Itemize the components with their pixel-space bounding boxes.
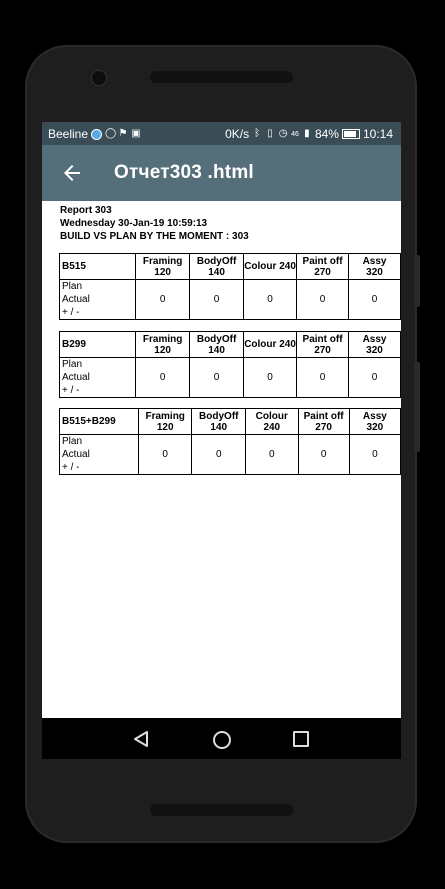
column-header (349, 332, 401, 358)
report-content (42, 201, 401, 718)
column-header (297, 332, 349, 358)
table-name: B515 (60, 254, 136, 280)
table-name: B515+B299 (60, 409, 139, 435)
column-header-label: Framing (145, 410, 185, 422)
column-header (190, 332, 244, 358)
column-header-value: 270 (314, 266, 331, 278)
table-cell: 0 (190, 280, 244, 320)
table-cell: 0 (244, 280, 297, 320)
table-cell: 0 (246, 435, 298, 475)
column-header-label: Assy (362, 410, 387, 422)
column-header-label: Assy (362, 255, 387, 267)
row-labels (60, 358, 136, 398)
battery-icon (342, 129, 360, 139)
bottom-speaker (150, 804, 293, 816)
table-cell: 0 (136, 280, 190, 320)
table-cell: 0 (138, 435, 192, 475)
column-header-label: Colour 240 (255, 410, 288, 433)
column-header-value: 120 (154, 344, 171, 356)
report-table (59, 331, 401, 398)
column-header-label: BodyOff (196, 333, 237, 345)
column-header (349, 254, 401, 280)
row-labels (60, 435, 139, 475)
row-label-diff: + / - (62, 385, 80, 396)
report-table (59, 408, 401, 475)
column-header (192, 409, 246, 435)
alarm-icon: ◷ (278, 128, 288, 139)
row-label-plan: Plan (62, 436, 83, 447)
table-cell: 0 (297, 280, 349, 320)
nav-back-icon[interactable] (133, 730, 149, 748)
report-subtitle: BUILD VS PLAN BY THE MOMENT : 303 (60, 231, 249, 242)
table-cell: 0 (297, 358, 349, 398)
column-header-label: Framing (142, 333, 183, 345)
table-name: B299 (60, 332, 136, 358)
report-table (59, 253, 401, 320)
app-bar (42, 145, 401, 201)
table-cell: 0 (349, 358, 401, 398)
navigation-bar (42, 718, 401, 759)
row-label-plan: Plan (62, 281, 83, 292)
network-type: 46 (291, 130, 299, 138)
column-header-value: 320 (366, 266, 383, 278)
column-header (244, 332, 297, 358)
column-header-value: 140 (208, 266, 225, 278)
column-header (349, 409, 400, 435)
table-cell: 0 (192, 435, 246, 475)
nav-home-icon[interactable] (213, 731, 231, 749)
camera-icon (91, 70, 107, 86)
bluetooth-icon: ᛒ (254, 128, 261, 139)
table-cell: 0 (298, 435, 349, 475)
table-cell: 0 (244, 358, 297, 398)
column-header-value: 320 (366, 421, 384, 433)
row-labels (60, 280, 136, 320)
row-label-diff: + / - (62, 462, 80, 473)
column-header-label: Paint off (303, 410, 344, 422)
report-header (60, 204, 249, 243)
column-header (136, 254, 190, 280)
row-label-actual: Actual (62, 294, 90, 305)
row-label-actual: Actual (62, 449, 90, 460)
column-header (246, 409, 298, 435)
column-header-value: 120 (156, 421, 174, 433)
image-icon: ▣ (131, 128, 141, 139)
flag-icon: ⚑ (118, 128, 128, 139)
column-header-label: BodyOff (199, 410, 239, 422)
table-cell: 0 (136, 358, 190, 398)
signal-icon: ▮ (304, 128, 310, 139)
table-cell: 0 (190, 358, 244, 398)
column-header-label: Assy (362, 333, 387, 345)
table-cell: 0 (349, 280, 401, 320)
column-header (138, 409, 192, 435)
carrier-label: Beeline (48, 127, 89, 141)
back-arrow-icon[interactable] (60, 161, 84, 185)
column-header-label: Framing (142, 255, 183, 267)
column-header-label: BodyOff (196, 255, 237, 267)
clock: 10:14 (362, 127, 393, 141)
column-header (136, 332, 190, 358)
column-header-label: Paint off (302, 255, 343, 267)
column-header-label: Paint off (302, 333, 343, 345)
column-header (298, 409, 349, 435)
table-cell: 0 (349, 435, 400, 475)
column-header-label: Colour 240 (244, 339, 296, 350)
screen (42, 122, 401, 759)
row-label-plan: Plan (62, 359, 83, 370)
power-button (414, 255, 420, 307)
row-label-actual: Actual (62, 372, 90, 383)
column-header-value: 270 (315, 421, 332, 433)
column-header (244, 254, 297, 280)
column-header-label: Colour 240 (244, 261, 296, 272)
page-title: Отчет303 .html (114, 162, 254, 183)
column-header-value: 320 (366, 344, 383, 356)
network-speed: 0K/s (225, 127, 250, 141)
column-header (297, 254, 349, 280)
row-label-diff: + / - (62, 307, 80, 318)
column-header-value: 120 (154, 266, 171, 278)
vibrate-icon: ▯ (267, 128, 273, 139)
shield-icon (91, 129, 102, 140)
nav-recents-icon[interactable] (293, 731, 309, 747)
column-header-value: 140 (208, 344, 225, 356)
column-header (190, 254, 244, 280)
column-header-value: 270 (314, 344, 331, 356)
circle-icon: ◯ (105, 128, 117, 139)
battery-percent: 84% (314, 127, 339, 141)
report-datetime: Wednesday 30-Jan-19 10:59:13 (60, 218, 208, 229)
report-title: Report 303 (60, 205, 112, 216)
status-bar (42, 122, 401, 145)
column-header-value: 140 (210, 421, 228, 433)
volume-button (414, 362, 420, 452)
earpiece-speaker (150, 71, 293, 83)
